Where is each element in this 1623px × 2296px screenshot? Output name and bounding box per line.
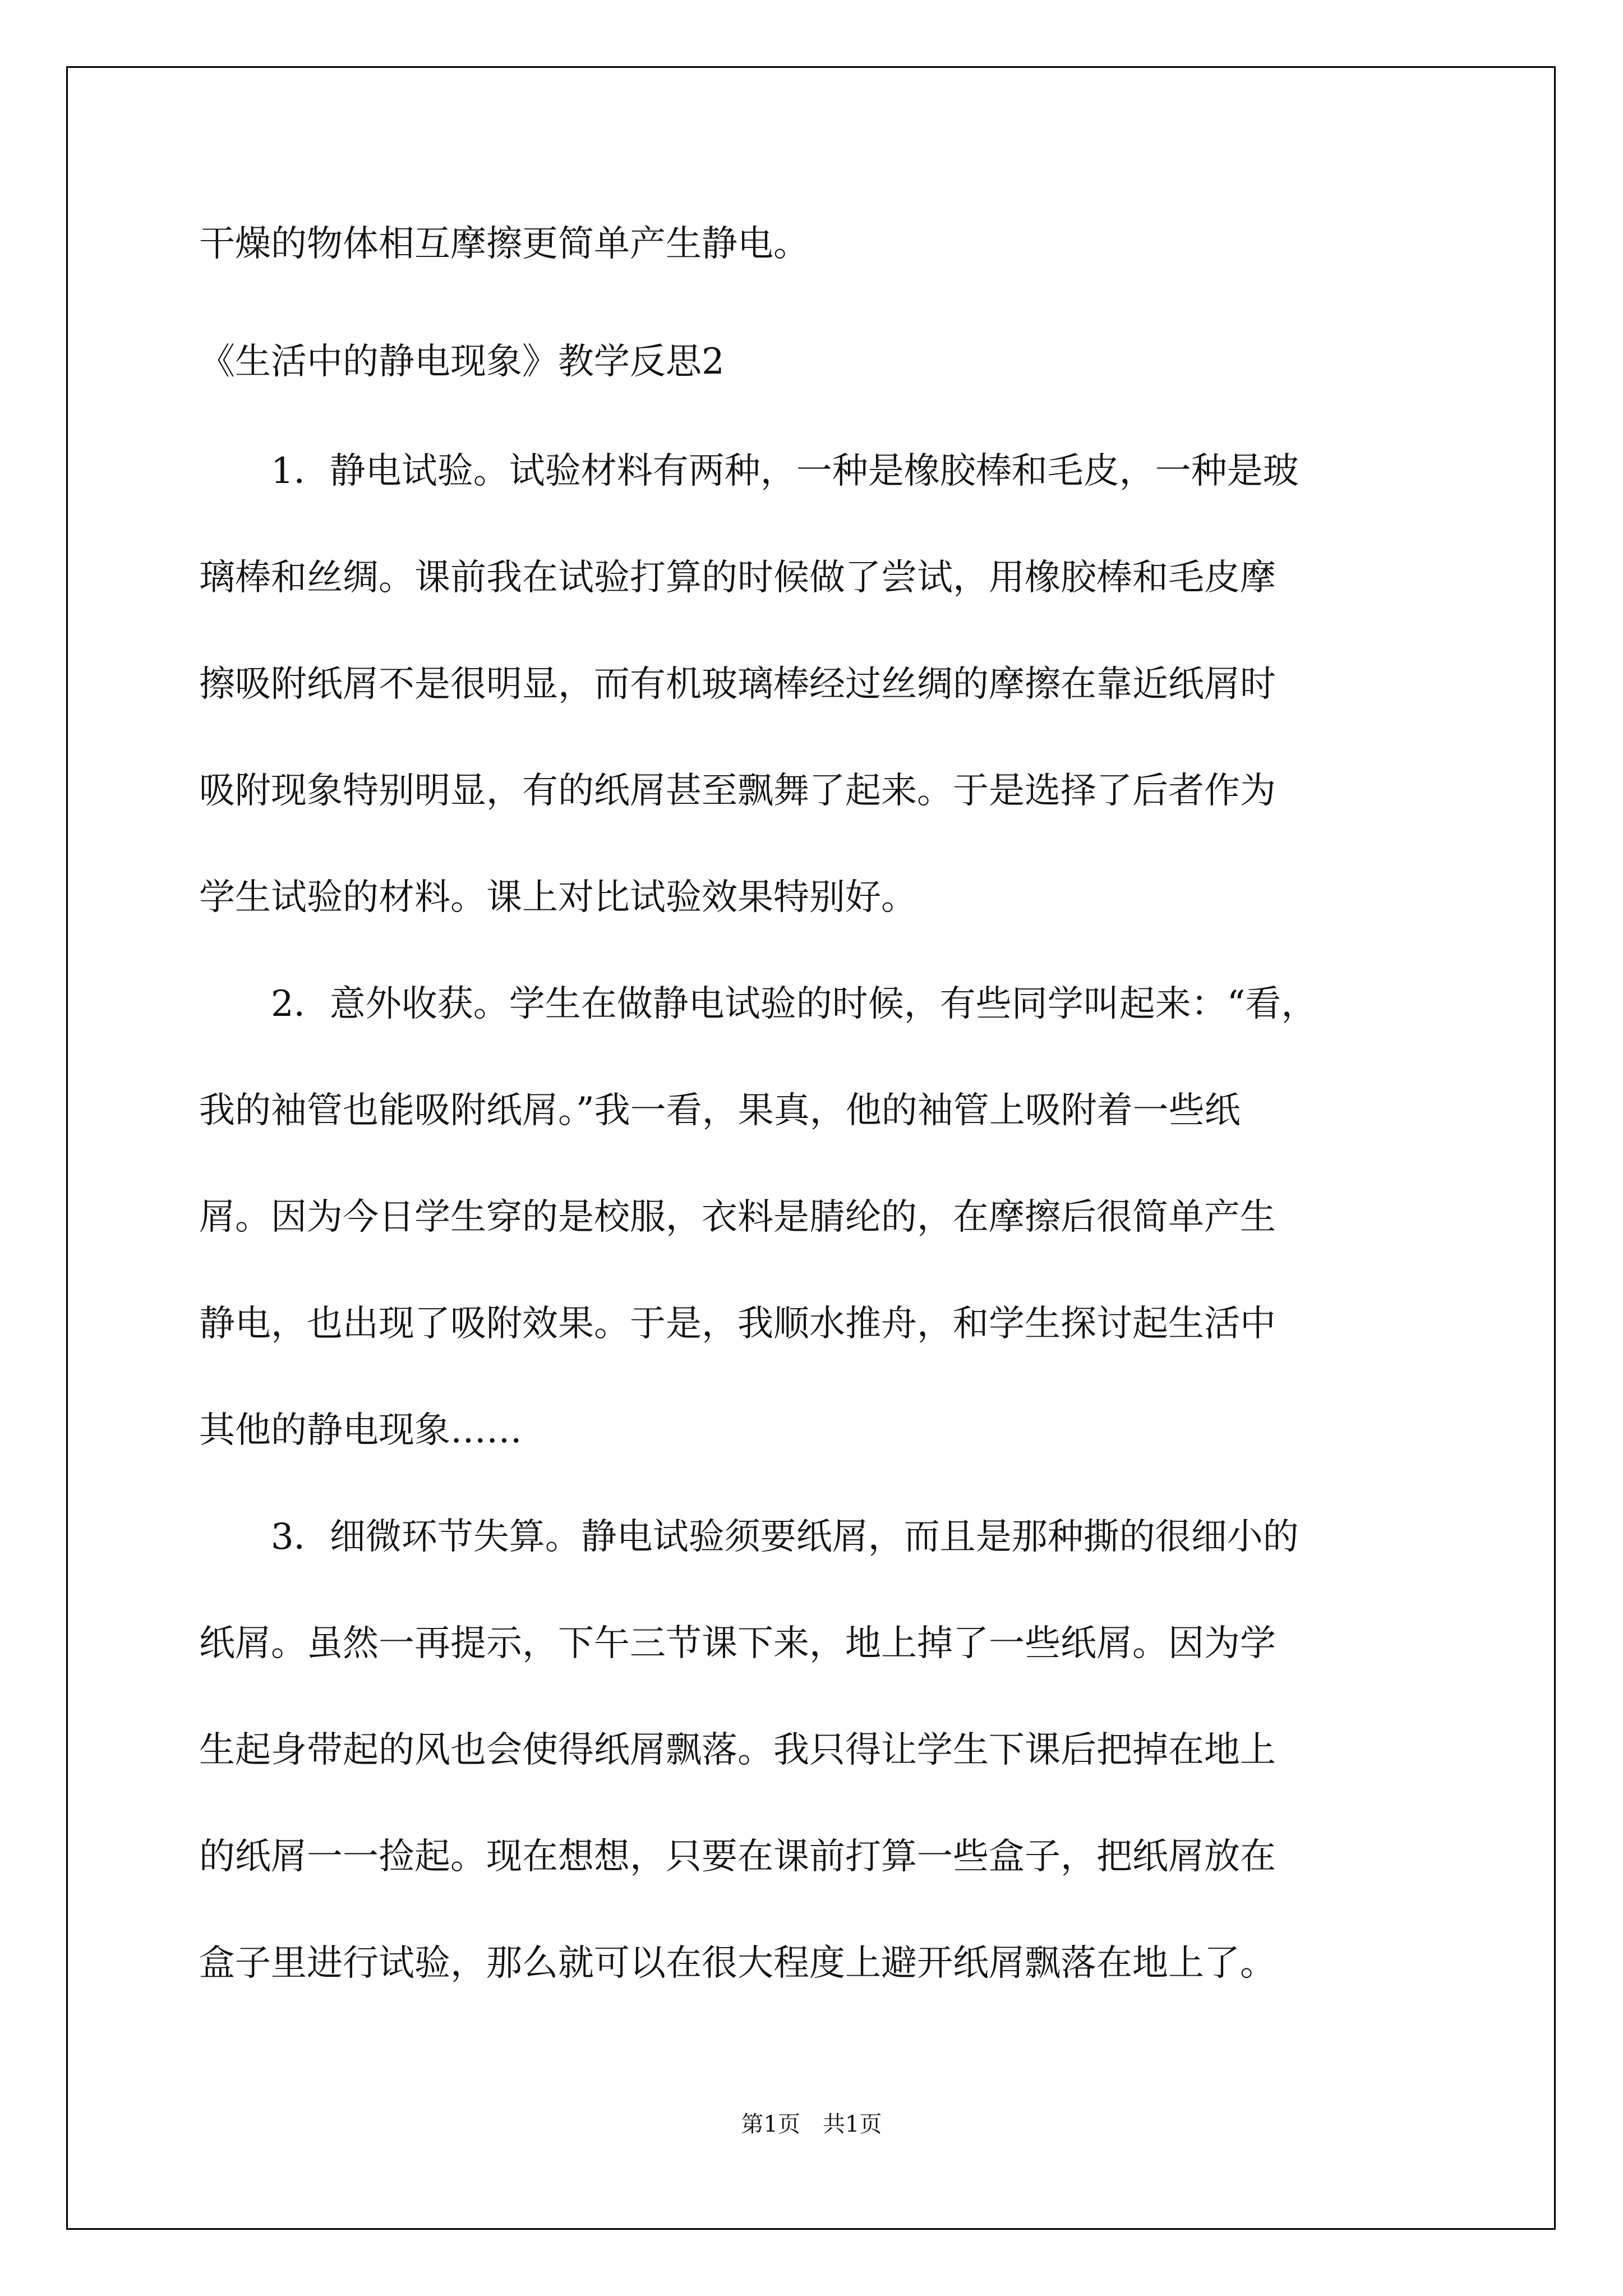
text-line: 纸屑。虽然一再提示，下午三节课下来，地上掉了一些纸屑。因为学 — [199, 1623, 1276, 1664]
page-footer — [0, 2110, 1623, 2138]
page-border — [66, 66, 1556, 2230]
text-line: 屑。因为今日学生穿的是校服，衣料是腈纶的，在摩擦后很简单产生 — [199, 1197, 1276, 1238]
text-line: 的纸屑一一捡起。现在想想，只要在课前打算一些盒子，把纸屑放在 — [199, 1836, 1276, 1878]
text-line: 擦吸附纸屑不是很明显，而有机玻璃棒经过丝绸的摩擦在靠近纸屑时 — [199, 664, 1276, 705]
text-line: 璃棒和丝绸。课前我在试验打算的时候做了尝试，用橡胶棒和毛皮摩 — [199, 557, 1276, 599]
text-line: 吸附现象特别明显，有的纸屑甚至飘舞了起来。于是选择了后者作为 — [199, 770, 1276, 812]
text-line: 3．细微环节失算。静电试验须要纸屑，而且是那种撕的很细小的 — [199, 1516, 1299, 1558]
text-line: 静电，也出现了吸附效果。于是，我顺水推舟，和学生探讨起生活中 — [199, 1303, 1276, 1345]
section-heading: 《生活中的静电现象》教学反思2 — [199, 341, 725, 383]
text-line: 我的袖管也能吸附纸屑。”我一看，果真，他的袖管上吸附着一些纸 — [199, 1090, 1241, 1131]
text-line: 盒子里进行试验，那么就可以在很大程度上避开纸屑飘落在地上了。 — [199, 1943, 1276, 1984]
text-line: 其他的静电现象…… — [199, 1410, 522, 1451]
text-line: 生起身带起的风也会使得纸屑飘落。我只得让学生下课后把掉在地上 — [199, 1729, 1276, 1771]
text-line: 2．意外收获。学生在做静电试验的时候，有些同学叫起来：“看， — [199, 983, 1317, 1025]
page-number: 第1页 — [741, 2111, 800, 2137]
text-line: 1．静电试验。试验材料有两种，一种是橡胶棒和毛皮，一种是玻 — [199, 450, 1299, 492]
page-total: 共1页 — [823, 2111, 882, 2137]
text-line: 学生试验的材料。课上对比试验效果特别好。 — [199, 877, 917, 918]
text-line: 干燥的物体相互摩擦更简单产生静电。 — [199, 223, 809, 265]
